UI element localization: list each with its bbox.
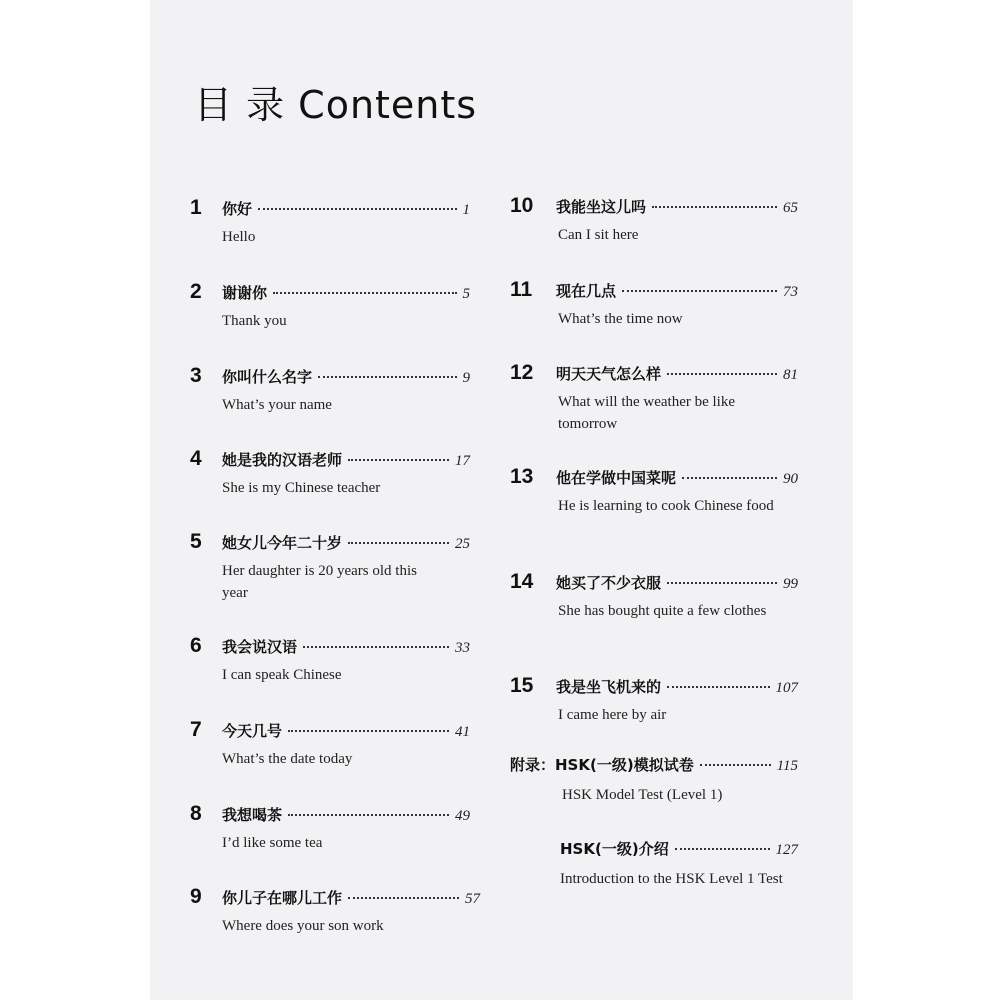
leader-dots xyxy=(667,373,777,375)
leader-dots xyxy=(652,206,777,208)
entry-number: 14 xyxy=(510,570,534,593)
leader-dots xyxy=(682,477,777,479)
entry-title-en: Her daughter is 20 years old this year xyxy=(222,563,417,601)
leader-dots xyxy=(258,208,456,210)
entry-page: 9 xyxy=(462,370,470,386)
entry-number: 11 xyxy=(510,278,533,301)
entry-title-en: I can speak Chinese xyxy=(222,667,342,683)
toc-appendix-introduction xyxy=(560,838,798,890)
entry-number: 8 xyxy=(190,802,202,825)
entry-number: 1 xyxy=(190,196,202,219)
entry-title-zh: 她女儿今年二十岁 xyxy=(222,534,343,552)
toc-entry-11 xyxy=(510,278,798,330)
entry-title-zh: 她是我的汉语老师 xyxy=(222,451,343,469)
entry-title-en: What’s the date today xyxy=(222,751,353,767)
leader-dots xyxy=(622,290,777,292)
entry-page: 99 xyxy=(783,576,798,592)
entry-title-zh: 附录：HSK(一级)模拟试卷 xyxy=(510,756,694,774)
entry-title-en: Where does your son work xyxy=(222,918,384,934)
toc-entry-3 xyxy=(190,364,470,416)
toc-appendix-model-test xyxy=(510,754,798,806)
entry-page: 33 xyxy=(455,640,470,656)
entry-title-en: What will the weather be like tomorrow xyxy=(558,394,736,432)
leader-dots xyxy=(303,646,449,648)
toc-entry-7 xyxy=(190,718,470,770)
toc-entry-1 xyxy=(190,196,470,248)
entry-page: 90 xyxy=(783,471,798,487)
leader-dots xyxy=(667,582,777,584)
toc-entry-12 xyxy=(510,361,798,435)
entry-title-zh: 现在几点 xyxy=(556,282,617,300)
leader-dots xyxy=(700,764,771,766)
entry-title-zh: 她买了不少衣服 xyxy=(556,574,662,592)
page-title: 目 录 Contents xyxy=(194,83,478,127)
leader-dots xyxy=(273,292,456,294)
entry-number: 7 xyxy=(190,718,202,741)
entry-page: 127 xyxy=(775,842,798,858)
toc-entry-6 xyxy=(190,634,470,686)
entry-page: 49 xyxy=(455,808,470,824)
toc-entry-13 xyxy=(510,465,798,517)
entry-page: 81 xyxy=(783,367,798,383)
entry-title-en: Can I sit here xyxy=(558,227,639,243)
entry-page: 41 xyxy=(455,724,470,740)
entry-title-zh: 他在学做中国菜呢 xyxy=(556,469,677,487)
entry-title-en: She has bought quite a few clothes xyxy=(558,603,767,619)
entry-title-zh: 谢谢你 xyxy=(222,284,268,302)
entry-title-zh: 我会说汉语 xyxy=(222,638,298,656)
entry-title-en: Hello xyxy=(222,229,256,245)
entry-title-en: Thank you xyxy=(222,313,287,329)
entry-title-zh: 我想喝茶 xyxy=(222,806,283,824)
entry-number: 2 xyxy=(190,280,202,303)
entry-title-zh: 明天天气怎么样 xyxy=(556,365,662,383)
entry-number: 15 xyxy=(510,674,534,697)
toc-entry-5 xyxy=(190,530,470,604)
entry-title-zh: 我能坐这儿吗 xyxy=(556,198,647,216)
entry-number: 4 xyxy=(190,447,202,470)
entry-title-en: He is learning to cook Chinese food xyxy=(558,498,774,514)
toc-entry-15 xyxy=(510,674,798,726)
entry-title-en: What’s the time now xyxy=(558,311,683,327)
entry-page: 57 xyxy=(465,891,480,907)
entry-title-zh: 今天几号 xyxy=(222,722,283,740)
entry-page: 25 xyxy=(455,536,470,552)
entry-title-en: What’s your name xyxy=(222,397,332,413)
entry-page: 17 xyxy=(455,453,470,469)
entry-number: 6 xyxy=(190,634,202,657)
toc-entry-2 xyxy=(190,280,470,332)
entry-number: 5 xyxy=(190,530,202,553)
entry-page: 65 xyxy=(783,200,798,216)
entry-number: 9 xyxy=(190,885,202,908)
entry-title-en: Introduction to the HSK Level 1 Test xyxy=(560,871,783,887)
entry-page: 73 xyxy=(783,284,798,300)
entry-title-en: I came here by air xyxy=(558,707,667,723)
entry-page: 5 xyxy=(462,286,470,302)
toc-entry-10 xyxy=(510,194,798,246)
leader-dots xyxy=(675,848,770,850)
toc-entry-8 xyxy=(190,802,470,854)
leader-dots xyxy=(288,730,449,732)
toc-entry-4 xyxy=(190,447,470,499)
entry-title-zh: 你儿子在哪儿工作 xyxy=(222,889,343,907)
leader-dots xyxy=(318,376,456,378)
leader-dots xyxy=(667,686,769,688)
leader-dots xyxy=(348,542,449,544)
entry-number: 3 xyxy=(190,364,202,387)
entry-page: 107 xyxy=(775,680,798,696)
entry-page: 115 xyxy=(776,758,798,774)
entry-number: 10 xyxy=(510,194,534,217)
entry-page: 1 xyxy=(462,202,470,218)
entry-title-en: She is my Chinese teacher xyxy=(222,480,381,496)
entry-title-zh: 我是坐飞机来的 xyxy=(556,678,662,696)
entry-title-en: HSK Model Test (Level 1) xyxy=(562,787,723,803)
entry-title-en: I’d like some tea xyxy=(222,835,323,851)
toc-entry-9 xyxy=(190,885,480,937)
entry-number: 13 xyxy=(510,465,534,488)
entry-title-zh: 你好 xyxy=(222,200,253,218)
entry-number: 12 xyxy=(510,361,534,384)
leader-dots xyxy=(288,814,449,816)
entry-title-zh: HSK(一级)介绍 xyxy=(560,840,669,858)
leader-dots xyxy=(348,897,459,899)
leader-dots xyxy=(348,459,449,461)
entry-title-zh: 你叫什么名字 xyxy=(222,368,313,386)
toc-entry-14 xyxy=(510,570,798,622)
